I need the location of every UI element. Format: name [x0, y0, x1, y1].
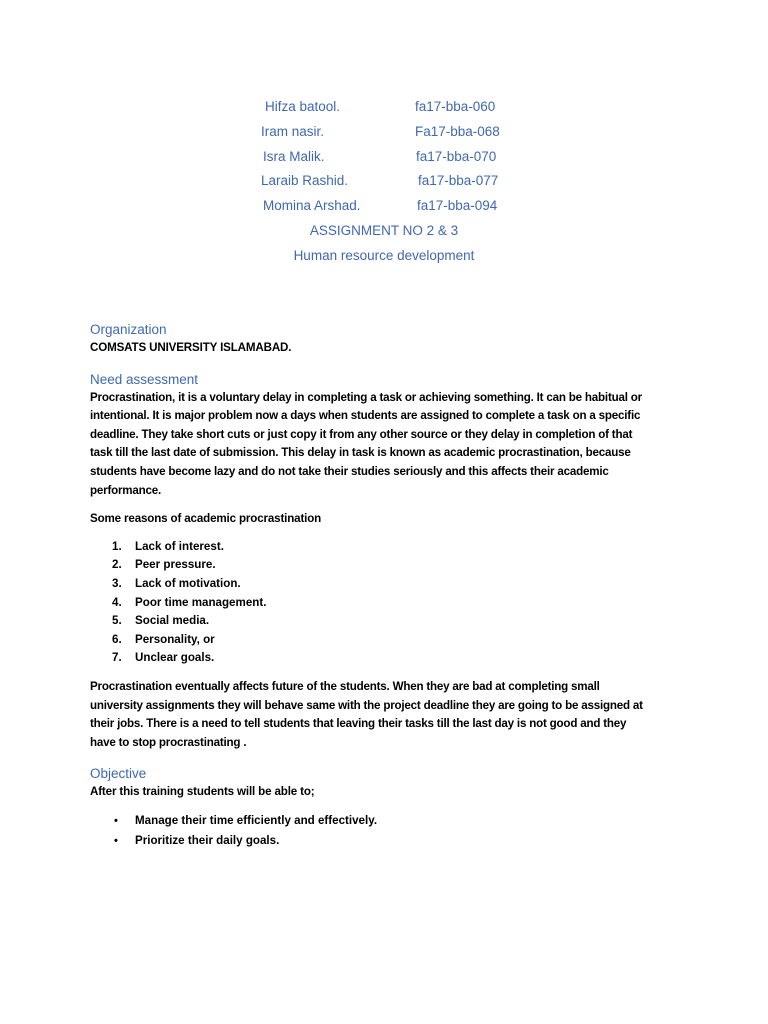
member-row: [255, 96, 525, 121]
list-item-text: Prioritize their daily goals.: [135, 833, 280, 847]
list-number: 5.: [112, 614, 122, 628]
assignment-title: ASSIGNMENT NO 2 & 3: [309, 223, 459, 238]
list-number: 2.: [112, 558, 122, 572]
bullet-icon: •: [114, 814, 118, 827]
member-id: fa17-bba-094: [417, 198, 498, 214]
paragraph-line: have to stop procrastinating .: [90, 735, 247, 749]
member-row: [255, 146, 525, 171]
member-id: Fa17-bba-068: [415, 123, 500, 139]
course-title: Human resource development: [293, 248, 475, 263]
document-body: [90, 320, 690, 851]
member-name: Isra Malik.: [263, 148, 325, 164]
list-item-text: Lack of motivation.: [135, 576, 241, 590]
list-number: 7.: [112, 651, 122, 665]
member-name: Iram nasir.: [261, 123, 325, 139]
paragraph-line: university assignments they will behave same with the project deadline they are going to be assigned at: [90, 698, 643, 712]
paragraph-line: performance.: [90, 483, 162, 497]
paragraph-line: Procrastination eventually affects future of the students. When they are bad at completing small: [90, 679, 600, 693]
member-id: fa17-bba-060: [415, 99, 496, 114]
paragraph-line: intentional. It is major problem now a days when students are assigned to complete a task on a specific: [90, 409, 641, 423]
list-item-text: Peer pressure.: [135, 558, 216, 572]
conclusion-paragraph: [90, 678, 690, 752]
paragraph-line: deadline. They take short cuts or just copy it from any other source or they delay in completion of that: [90, 427, 633, 441]
goals-list: [90, 811, 690, 851]
list-item: [90, 649, 690, 668]
paragraph-line: their jobs. There is a need to tell students that leaving their tasks till the last day is not good and they: [90, 717, 627, 731]
list-item-text: Personality, or: [135, 632, 215, 646]
organization-value: COMSATS UNIVERSITY ISLAMABAD.: [90, 341, 292, 354]
member-row: [255, 121, 525, 146]
list-item: [90, 538, 690, 557]
list-item: [90, 631, 690, 650]
member-id: fa17-bba-070: [416, 148, 497, 164]
reasons-intro: Some reasons of academic procrastination: [90, 512, 322, 526]
list-item: [90, 612, 690, 631]
objective-heading: Objective: [90, 766, 147, 782]
list-number: 4.: [112, 595, 122, 609]
organization-heading: Organization: [90, 322, 167, 337]
list-number: 6.: [112, 632, 122, 646]
list-item: [90, 556, 690, 575]
need-assessment-paragraph: [90, 389, 690, 501]
objective-intro: After this training students will be able to;: [90, 785, 315, 799]
list-item-text: Manage their time efficiently and effectively.: [135, 813, 378, 827]
list-item-text: Social media.: [135, 614, 210, 628]
bullet-icon: •: [114, 834, 118, 847]
member-name: Laraib Rashid.: [261, 173, 349, 189]
paragraph-line: task till the last date of submission. This delay in task is known as academic procrastination, because: [90, 446, 631, 460]
member-row: [255, 195, 525, 220]
list-item: [90, 831, 690, 851]
member-name: Momina Arshad.: [263, 198, 361, 214]
group-members-list: [255, 96, 525, 220]
list-number: 3.: [112, 576, 122, 590]
need-assessment-heading: Need assessment: [90, 371, 199, 387]
list-item: [90, 811, 690, 831]
member-id: fa17-bba-077: [418, 173, 499, 189]
member-row: [255, 170, 525, 195]
list-item-text: Unclear goals.: [135, 651, 215, 665]
list-item: [90, 594, 690, 613]
paragraph-line: students have become lazy and do not take their studies seriously and this affects their academic: [90, 464, 609, 478]
paragraph-line: Procrastination, it is a voluntary delay in completing a task or achieving something. It can be habitual or: [90, 390, 642, 404]
list-item: [90, 575, 690, 594]
list-number: 1.: [112, 539, 122, 553]
list-item-text: Poor time management.: [135, 595, 267, 609]
reasons-list: [90, 538, 690, 668]
member-name: Hifza batool.: [265, 99, 341, 114]
list-item-text: Lack of interest.: [135, 539, 224, 553]
